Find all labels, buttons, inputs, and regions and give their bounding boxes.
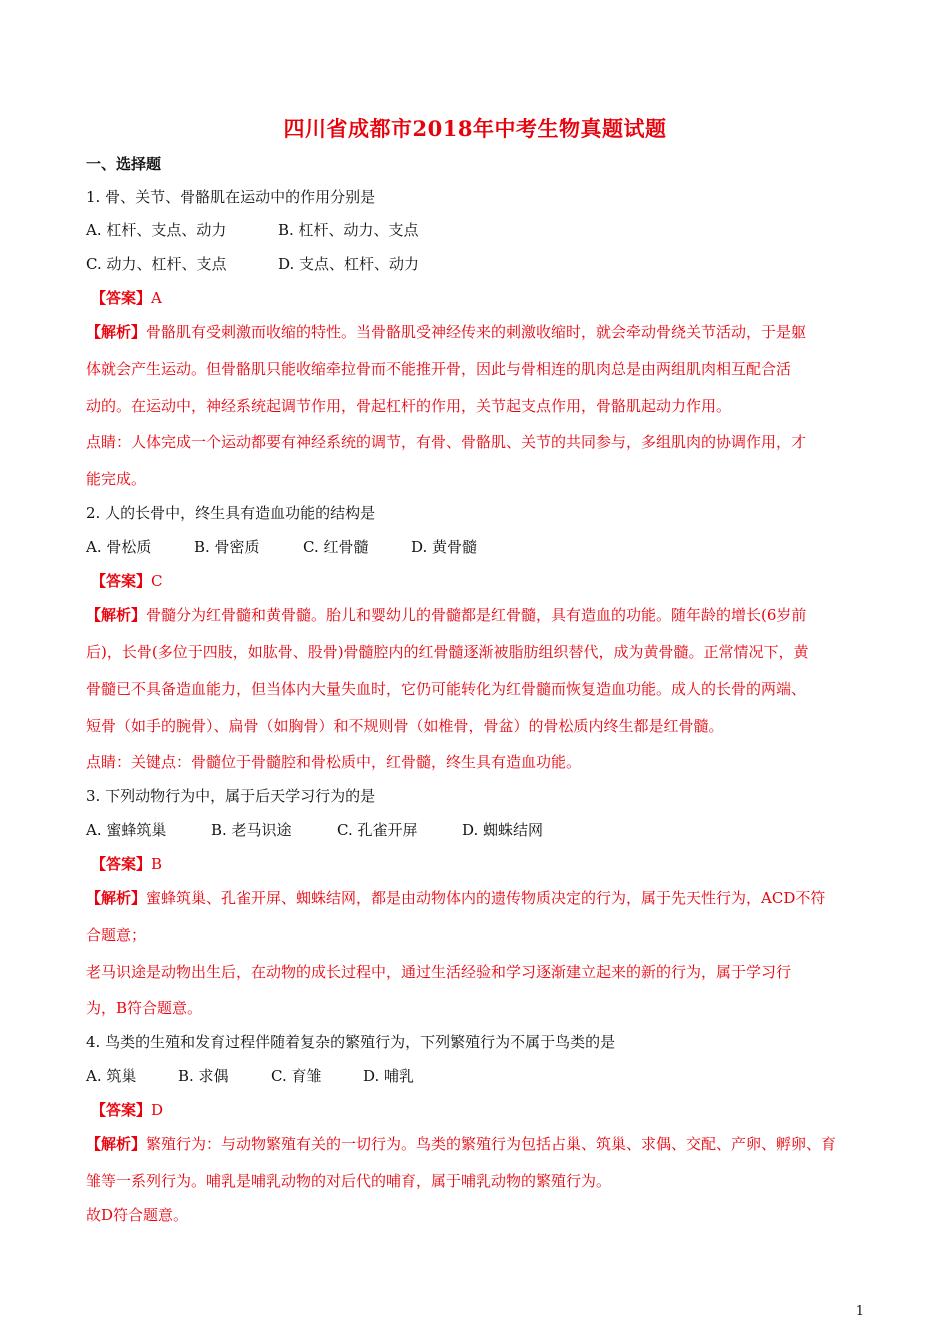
option: A. 蜜蜂筑巢 (86, 821, 167, 839)
question-stem: 3. 下列动物行为中，属于后天学习行为的是 (86, 787, 376, 805)
analysis-line: 雏等一系列行为。哺乳是哺乳动物的对后代的哺育，属于哺乳动物的繁殖行为。 (86, 1172, 612, 1190)
option-row (86, 220, 866, 240)
analysis-line: 骨髓已不具备造血能力，但当体内大量失血时，它仍可能转化为红骨髓而恢复造血功能。成人的长骨的两端、 (86, 680, 807, 698)
option: A. 骨松质 (86, 538, 152, 556)
option-row (86, 254, 866, 274)
answer-tag: 【答案】 (91, 855, 152, 873)
analysis-line: 动的。在运动中，神经系统起调节作用，骨起杠杆的作用，关节起支点作用，骨骼肌起动力作用。 (86, 397, 732, 415)
analysis-line (86, 605, 866, 625)
analysis-line: 为，B符合题意。 (86, 999, 203, 1017)
option-row (86, 1066, 866, 1086)
option: B. 杠杆、动力、支点 (278, 221, 419, 239)
question-stem: 1. 骨、关节、骨骼肌在运动中的作用分别是 (86, 188, 376, 206)
analysis-text: 蜜蜂筑巢、孔雀开屏、蜘蛛结网，都是由动物体内的遗传物质决定的行为，属于先天性行为，ACD不符 (146, 889, 826, 907)
analysis-line: 故D符合题意。 (86, 1206, 189, 1224)
document-title: 四川省成都市2018年中考生物真题试题 (283, 116, 667, 141)
answer-tag: 【答案】 (91, 572, 152, 590)
question-stem: 4. 鸟类的生殖和发育过程伴随着复杂的繁殖行为，下列繁殖行为不属于鸟类的是 (86, 1033, 616, 1051)
analysis-line (86, 888, 866, 908)
analysis-tag: 【解析】 (86, 1135, 147, 1153)
analysis-line: 能完成。 (86, 470, 147, 488)
answer-line (91, 854, 871, 874)
analysis-line: 点睛：关键点：骨髓位于骨髓腔和骨松质中，红骨髓，终生具有造血功能。 (86, 753, 582, 771)
analysis-line: 后)，长骨(多位于四肢，如肱骨、股骨)骨髓腔内的红骨髓逐渐被脂肪组织替代，成为黄骨髓。正常情况下，黄 (86, 643, 809, 661)
question-stem: 2. 人的长骨中，终生具有造血功能的结构是 (86, 504, 376, 522)
answer-value: B (151, 855, 163, 873)
option-row (86, 537, 866, 557)
analysis-tag: 【解析】 (86, 323, 147, 341)
analysis-line: 点睛：人体完成一个运动都要有神经系统的调节，有骨、骨骼肌、关节的共同参与，多组肌肉的协调作用，才 (86, 433, 807, 451)
option: D. 黄骨髓 (411, 538, 478, 556)
option: D. 支点、杠杆、动力 (278, 255, 420, 273)
analysis-tag: 【解析】 (86, 889, 147, 907)
analysis-line: 体就会产生运动。但骨骼肌只能收缩牵拉骨而不能推开骨，因此与骨相连的肌肉总是由两组肌肉相互配合活 (86, 360, 792, 378)
analysis-line: 短骨（如手的腕骨）、扁骨（如胸骨）和不规则骨（如椎骨，骨盆）的骨松质内终生都是红骨髓。 (86, 717, 724, 735)
option: C. 孔雀开屏 (337, 821, 418, 839)
answer-tag: 【答案】 (91, 1101, 152, 1119)
answer-value: C (151, 572, 163, 590)
option: B. 老马识途 (211, 821, 292, 839)
analysis-line (86, 1134, 866, 1154)
section-heading: 一、选择题 (86, 155, 162, 173)
option: C. 红骨髓 (303, 538, 369, 556)
option: D. 哺乳 (363, 1067, 415, 1085)
answer-line (91, 571, 871, 591)
option-row (86, 820, 866, 840)
analysis-line: 老马识途是动物出生后，在动物的成长过程中，通过生活经验和学习逐渐建立起来的新的行为，属于学习行 (86, 963, 792, 981)
page-number: 1 (855, 1304, 864, 1319)
analysis-text: 骨髓分为红骨髓和黄骨髓。胎儿和婴幼儿的骨髓都是红骨髓，具有造血的功能。随年龄的增长(6岁前 (146, 606, 807, 624)
option: A. 杠杆、支点、动力 (86, 221, 227, 239)
option: C. 动力、杠杆、支点 (86, 255, 227, 273)
option: D. 蜘蛛结网 (462, 821, 544, 839)
analysis-line (86, 322, 866, 342)
analysis-text: 繁殖行为：与动物繁殖有关的一切行为。鸟类的繁殖行为包括占巢、筑巢、求偶、交配、产卵、孵卵、育 (146, 1135, 837, 1153)
answer-tag: 【答案】 (91, 289, 152, 307)
option: A. 筑巢 (86, 1067, 137, 1085)
option: C. 育雏 (271, 1067, 322, 1085)
analysis-text: 骨骼肌有受刺激而收缩的特性。当骨骼肌受神经传来的刺激收缩时，就会牵动骨绕关节活动，于是躯 (146, 323, 807, 341)
answer-line (91, 288, 871, 308)
answer-value: D (151, 1101, 164, 1119)
option: B. 求偶 (178, 1067, 229, 1085)
analysis-line: 合题意； (86, 926, 147, 944)
analysis-tag: 【解析】 (86, 606, 147, 624)
answer-line (91, 1100, 871, 1120)
option: B. 骨密质 (194, 538, 260, 556)
answer-value: A (151, 289, 162, 307)
